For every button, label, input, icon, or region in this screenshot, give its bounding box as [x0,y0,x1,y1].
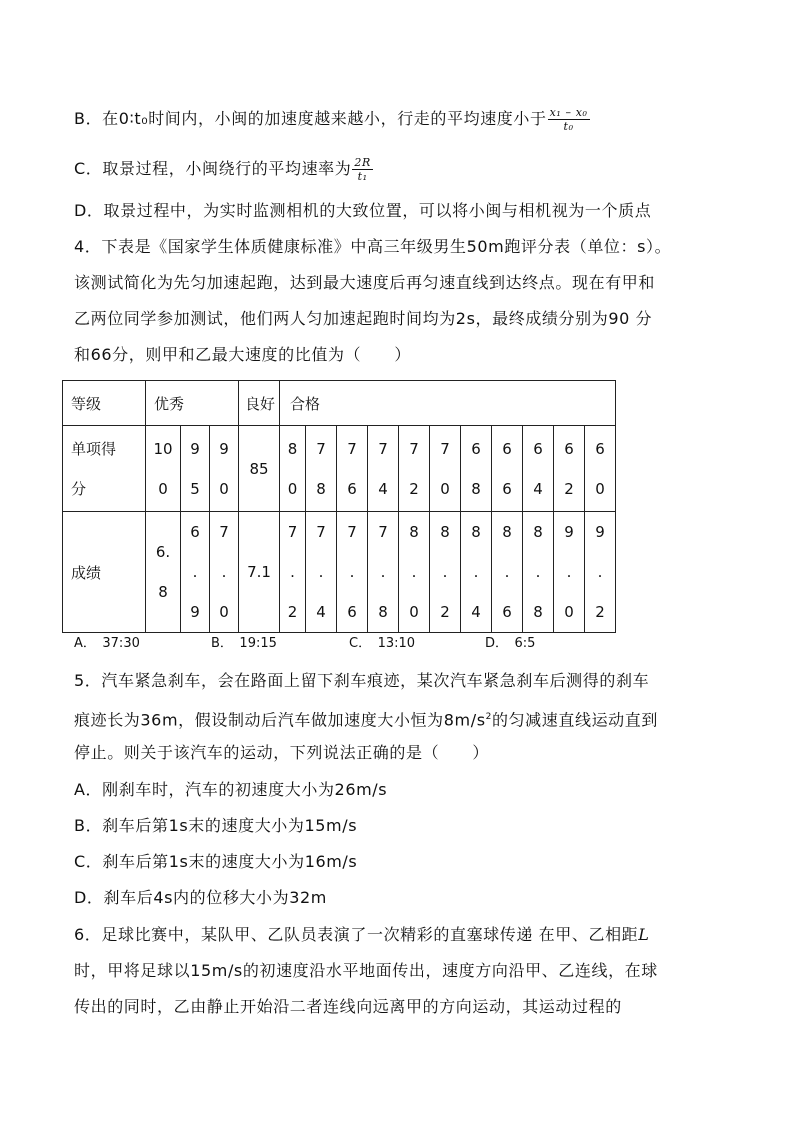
time-cell: 7 . 2 [280,512,306,633]
score-cell: 6 4 [523,426,554,512]
score-cell: 7 4 [368,426,399,512]
q6-line-1-text: 6．足球比赛中，某队甲、乙队员表演了一次精彩的直塞球传递 在甲、乙相距 [74,925,639,944]
q5-option-a: A．刚刹车时，汽车的初速度大小为26m/s [74,780,388,799]
score-cell: 6 2 [554,426,585,512]
fraction-denominator: t₀ [563,120,574,133]
score-cell: 6 8 [461,426,492,512]
score-cell: 7 0 [430,426,461,512]
q3-option-c [74,156,373,183]
table-header-score-line1: 单项得 [71,439,117,458]
grade-excellent: 优秀 [146,381,239,426]
q4-line-3: 乙两位同学参加测试，他们两人匀加速起跑时间均为2s，最终成绩分别为90 分 [74,309,653,328]
time-cell: 6 . 9 [181,512,210,633]
time-cell: 7.1 [239,512,280,633]
grade-pass: 合格 [280,381,616,426]
time-cell: 8 . 6 [492,512,523,633]
table-row-times [63,512,616,633]
q4-line-2: 该测试简化为先匀加速起跑，达到最大速度后再匀速直线到达终点。现在有甲和 [74,273,656,292]
q3-option-c-fraction [352,156,372,183]
score-cell: 7 8 [306,426,337,512]
q3-option-d: D．取景过程中，为实时监测相机的大致位置，可以将小闽与相机视为一个质点 [74,201,652,220]
q3-option-b-text: B．在0∶t₀时间内，小闽的加速度越来越小，行走的平均速度小于 [74,109,547,128]
q6-line-1 [74,925,650,945]
q4-choice-c: C． 13:10 [349,636,416,651]
q5-option-d: D．刹车后4s内的位移大小为32m [74,888,327,907]
score-cell: 8 0 [280,426,306,512]
q6-variable-l: L [638,925,650,944]
q4-choices [74,635,535,653]
q5-line-2-start: 痕迹长为36m，假设制动后汽车做加速度大小恒为8m/s [74,710,486,730]
q3-option-b-fraction [548,106,590,133]
q5-option-c: C．刹车后第1s末的速度大小为16m/s [74,852,358,871]
score-cell: 6 0 [585,426,616,512]
time-cell: 7 . 4 [306,512,337,633]
fraction-denominator: t₁ [357,170,368,183]
time-cell: 9 . 2 [585,512,616,633]
q4-line-1: 4．下表是《国家学生体质健康标准》中高三年级男生50m跑评分表（单位：s）。 [74,237,672,256]
q3-option-c-text: C．取景过程，小闽绕行的平均速率为 [74,159,352,178]
time-cell: 8 . 4 [461,512,492,633]
q5-line-2 [74,707,658,730]
score-cell: 7 2 [399,426,430,512]
superscript-2: 2 [485,712,492,722]
time-cell: 9 . 0 [554,512,585,633]
score-cell: 9 5 [181,426,210,512]
grade-good: 良好 [239,381,280,426]
score-cell: 85 [239,426,280,512]
score-cell: 10 0 [146,426,181,512]
q6-line-2: 时，甲将足球以15m/s的初速度沿水平地面传出，速度方向沿甲、乙连线，在球 [74,961,658,980]
table-header-score-line2: 分 [71,479,87,498]
q5-line-3: 停止。则关于该汽车的运动，下列说法正确的是（ ） [74,743,490,762]
table-header-time: 成绩 [63,512,146,633]
fraction-numerator: 2R [354,156,371,169]
q5-option-b: B．刹车后第1s末的速度大小为15m/s [74,816,358,835]
q4-choice-a: A． 37:30 [74,636,140,651]
q4-choice-d: D． 6:5 [485,636,536,651]
q4-line-4: 和66分，则甲和乙最大速度的比值为（ ） [74,345,411,364]
score-cell: 7 6 [337,426,368,512]
table-header-score [63,426,146,512]
time-cell: 8 . 8 [523,512,554,633]
time-cell: 7 . 0 [210,512,239,633]
score-cell: 6 6 [492,426,523,512]
time-cell: 7 . 6 [337,512,368,633]
q5-line-2-end: 的匀减速直线运动直到 [491,710,658,730]
score-cell: 9 0 [210,426,239,512]
table-header-grade: 等级 [63,381,146,426]
table-row-grade [63,381,616,426]
time-cell: 8 . 2 [430,512,461,633]
fraction-numerator: x₁ – x₀ [549,106,588,119]
q3-option-b [74,106,590,133]
q4-choice-b: B． 19:15 [211,636,277,651]
time-cell: 6. 8 [146,512,181,633]
time-cell: 7 . 8 [368,512,399,633]
time-cell: 8 . 0 [399,512,430,633]
table-row-scores [63,426,616,512]
q6-line-3: 传出的同时，乙由静止开始沿二者连线向远离甲的方向运动，其运动过程的 [74,997,622,1016]
score-table [62,380,616,633]
q5-line-1: 5．汽车紧急刹车，会在路面上留下刹车痕迹，某次汽车紧急刹车后测得的刹车 [74,671,650,690]
